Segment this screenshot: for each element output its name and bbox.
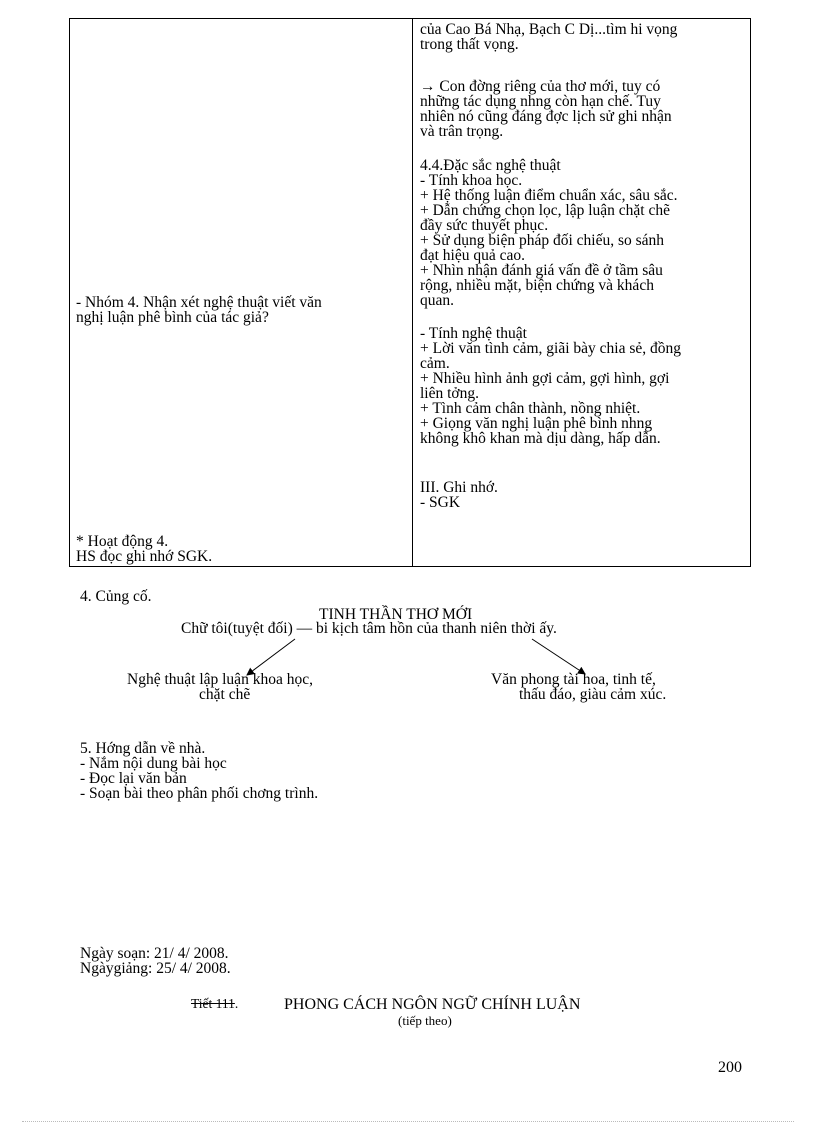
lesson-subtitle: (tiếp theo) (398, 1013, 452, 1028)
intro-line: của Cao Bá Nhạ, Bạch C Dị...tìm hi vọng (420, 21, 678, 38)
memo-line: - SGK (420, 494, 461, 511)
lesson-title: PHONG CÁCH NGÔN NGỮ CHÍNH LUẬN (284, 996, 581, 1013)
left-branch-line: chặt chẽ (199, 686, 251, 703)
art-line: + Nhiều hình ảnh gợi cảm, gợi hình, gợi (420, 370, 670, 387)
science-line: + Dẫn chứng chọn lọc, lập luận chặt chẽ (420, 202, 670, 219)
homework-item: - Nắm nội dung bài học (80, 755, 227, 772)
art-line: liên tởng. (420, 385, 479, 402)
right-branch-line: thấu đáo, giàu cảm xúc. (519, 686, 667, 703)
left-arrow (247, 639, 295, 675)
science-line: quan. (420, 292, 455, 309)
science-line: đầy sức thuyết phục. (420, 217, 549, 234)
date-taught: Ngàygiảng: 25/ 4/ 2008. (80, 960, 231, 977)
lesson-number-wrap (191, 996, 238, 1011)
arrow-para-line: nhiên nó cũng đáng đợc lịch sử ghi nhận (420, 108, 672, 125)
science-line: - Tính khoa học. (420, 172, 523, 189)
arrow-para-line: và trân trọng. (420, 123, 504, 140)
art-line: + Tình cảm chân thành, nồng nhiệt. (420, 400, 641, 417)
group4-line-1: - Nhóm 4. Nhận xét nghệ thuật viết văn (76, 294, 322, 311)
page-bottom-rule (22, 1121, 794, 1122)
left-branch-line: Nghệ thuật lập luận khoa học, (127, 671, 313, 688)
art-line: + Giọng văn nghị luận phê bình nhng (420, 415, 653, 432)
homework-item: - Soạn bài theo phân phối chơng trình. (80, 785, 319, 802)
science-line: + Nhìn nhận đánh giá vấn đề ở tầm sâu (420, 262, 663, 279)
memo-heading: III. Ghi nhớ. (420, 479, 498, 496)
right-arrow (532, 639, 585, 674)
intro-line: trong thất vọng. (420, 36, 519, 53)
homework-section (80, 741, 318, 801)
art-line: không khô khan mà dịu dàng, hấp dẫn. (420, 430, 661, 447)
art-line: + Lời văn tình cảm, giãi bày chia sẻ, đồng (420, 340, 681, 357)
science-line: rộng, nhiều mặt, biện chứng và khách (420, 277, 654, 294)
group4-line-2: nghị luận phê bình của tác giả? (76, 309, 269, 326)
homework-heading: 5. Hớng dẫn về nhà. (80, 740, 206, 757)
right-branch-line: Văn phong tài hoa, tinh tế, (491, 671, 656, 688)
arrow-para-line: → Con đờng riêng của thơ mới, tuy có (420, 78, 661, 95)
diagram-title: TINH THẦN THƠ MỚI (319, 606, 473, 623)
arrow-para-line: những tác dụng nhng còn hạn chế. Tuy (420, 93, 661, 110)
right-branch (491, 672, 666, 702)
activity4-line-2: HS đọc ghi nhớ SGK. (76, 548, 213, 565)
science-line: đạt hiệu quả cao. (420, 247, 526, 264)
diagram-main-line: Chữ tôi(tuyệt đối) — bi kịch tâm hồn của thanh niên thời ấy. (181, 620, 557, 637)
activity4-line-1: * Hoạt động 4. (76, 533, 169, 550)
art-heading: 4.4.Đặc sắc nghệ thuật (420, 157, 561, 174)
date-prepared: Ngày soạn: 21/ 4/ 2008. (80, 945, 229, 962)
page-number: 200 (718, 1059, 742, 1076)
art-line: cảm. (420, 355, 450, 372)
consolidation-heading: 4. Củng cố. (80, 588, 152, 605)
homework-item: - Đọc lại văn bản (80, 770, 187, 787)
science-line: + Hệ thống luận điểm chuẩn xác, sâu sắc. (420, 187, 678, 204)
dates-section (80, 946, 231, 976)
left-branch (127, 672, 313, 702)
science-line: + Sử dụng biện pháp đối chiếu, so sánh (420, 232, 665, 249)
lesson-number: Tiết 111 (191, 996, 235, 1011)
art-line: - Tính nghệ thuật (420, 325, 527, 342)
lesson-number-dot: . (234, 996, 239, 1011)
